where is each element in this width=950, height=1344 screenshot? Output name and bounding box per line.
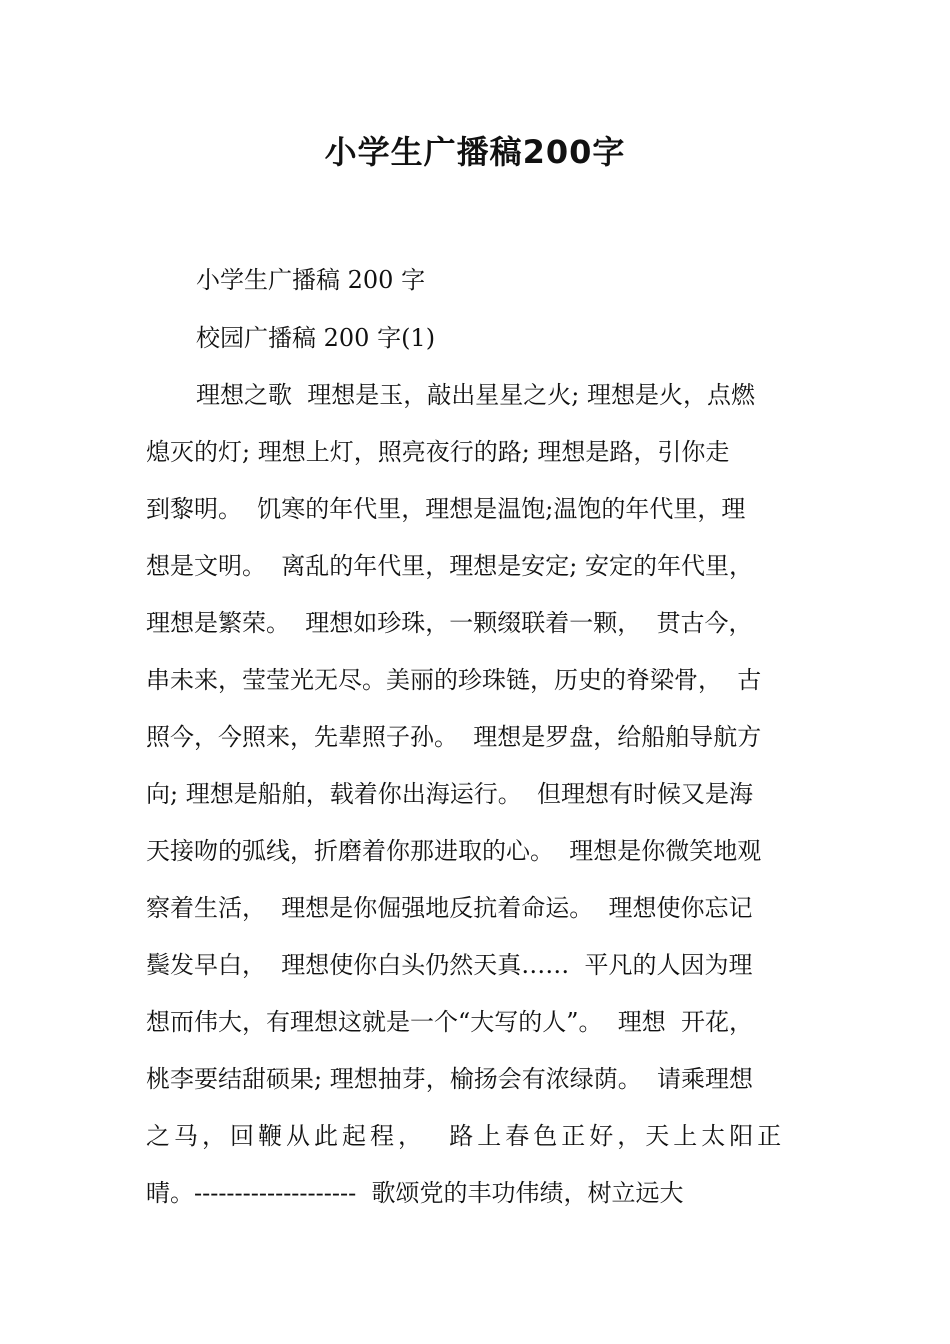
body-line: 到黎明。 饥寒的年代里，理想是温饱;温饱的年代里，理 [146, 495, 746, 523]
body-line: 熄灭的灯; 理想上灯，照亮夜行的路; 理想是路，引你走 [146, 438, 730, 466]
document-subtitle: 小学生广播稿 200 字 [196, 266, 426, 294]
body-line: 之马，回鞭从此起程， 路上春色正好，天上太阳正 [146, 1122, 786, 1150]
body-line: 想是文明。 离乱的年代里，理想是安定; 安定的年代里， [146, 552, 753, 580]
body-line: 理想是繁荣。 理想如珍珠，一颗缀联着一颗， 贯古今， [146, 609, 753, 637]
section-heading: 校园广播稿 200 字(1) [196, 324, 436, 352]
body-line: 察着生活， 理想是你倔强地反抗着命运。 理想使你忘记 [146, 894, 753, 922]
body-line: 桃李要结甜硕果; 理想抽芽，榆扬会有浓绿荫。 请乘理想 [146, 1065, 753, 1093]
body-line: 晴。-------------------- 歌颂党的丰功伟绩，树立远大 [146, 1179, 684, 1207]
document-title: 小学生广播稿200字 [324, 133, 626, 171]
body-line: 天接吻的弧线，折磨着你那进取的心。 理想是你微笑地观 [146, 837, 762, 865]
body-line: 想而伟大，有理想这就是一个“大写的人”。 理想 开花， [146, 1008, 754, 1036]
body-line: 理想之歌 理想是玉，敲出星星之火; 理想是火，点燃 [196, 381, 755, 409]
body-line: 照今，今照来，先辈照子孙。 理想是罗盘，给船舶导航方 [146, 723, 762, 751]
body-line: 鬓发早白， 理想使你白头仍然天真…… 平凡的人因为理 [146, 951, 753, 979]
body-line: 串未来，莹莹光无尽。美丽的珍珠链，历史的脊梁骨， 古 [146, 666, 762, 694]
body-line: 向; 理想是船舶，载着你出海运行。 但理想有时候又是海 [146, 780, 753, 808]
